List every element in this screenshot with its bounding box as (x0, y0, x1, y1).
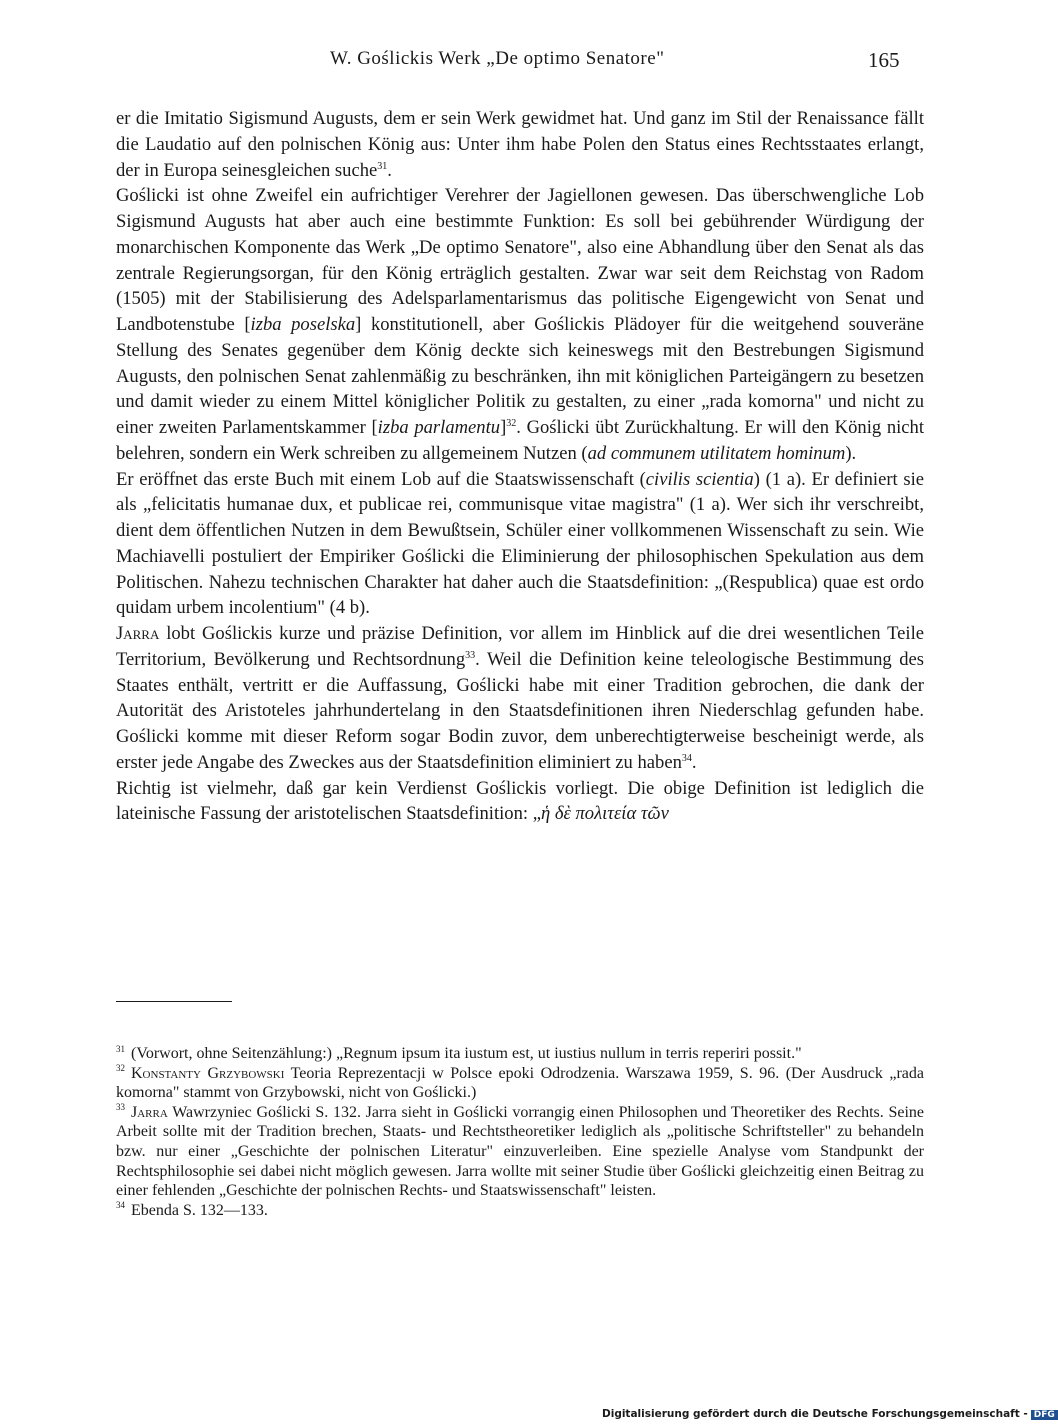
digitization-credit: Digitalisierung gefördert durch die Deutsche Forschungsgemeinschaft - DFG (602, 1408, 1058, 1420)
footnote-mark: 31 (116, 1043, 125, 1054)
footnote-ref[interactable]: 34 (681, 752, 692, 764)
running-title: W. Goślickis Werk „De optimo Senatore" (330, 48, 665, 69)
dfg-logo: DFG (1031, 1410, 1058, 1420)
paragraph: Goślicki ist ohne Zweifel ein aufrichtiger Verehrer der Jagiellonen gewesen. Das überschwengliche Lob Sigismund Augusts hat aber auch eine bestimmte Funktion: Es soll bei gebührender Würdigung der monarchischen Komponente das Werk „De optimo Senatore", also eine Abhandlung über den Senat als das zentrale Regierungsorgan, für den König erträglich gestalten. Zwar war seit dem Reichstag von Radom (1505) mit der Stabilisierung des Adelsparlamentarismus das politische Eigengewicht von Senat und Landbotenstube [izba poselska] konstitutionell, aber Goślickis Plädoyer für die weitgehend souveräne Stellung des Senates gegenüber dem König deckte sich keineswegs mit den Bestrebungen Sigismund Augusts, den polnischen Senat zahlenmäßig zu beschränken, ihn mit königlichen Parteigängern zu besetzen und damit wieder zu einem Mittel königlicher Politik zu gestalten, zu einer „rada komorna" und nicht zu einer zweiten Parlamentskammer [izba parlamentu]$^{32}$. Goślicki übt Zurückhaltung. Er will den König nicht belehren, sondern ein Werk schreiben zu allgemeinem Nutzen (ad communem utilitatem hominum). (116, 185, 924, 464)
footnote-ref[interactable]: 33 (465, 649, 476, 661)
footnote: $^{32}$ Konstanty Grzybowski Teoria Reprezentacji w Polsce epoki Odrodzenia. Warszawa 1959, S. 96. (Der Ausdruck „rada komorna" stammt von Grzybowski, nicht von Goślicki.) (116, 1063, 924, 1102)
footnotes (116, 1044, 924, 1220)
footnote: $^{33}$ Jarra Wawrzyniec Goślicki S. 132. Jarra sieht in Goślicki vorrangig einen Philosophen und Theoretiker des Rechts. Seine Arbeit sollte mit der Tradition brechen, Staats- und Rechtstheoretiker lediglich als „politische Schriftsteller" zu behandeln bzw. nur einer „Geschichte der polnischen Literatur" einzuverleiben. Eine spezielle Analyse vom Standpunkt der Rechtsphilosophie sei dabei nicht möglich gewesen. Jarra wollte mit seiner Studie über Goślicki gleichzeitig einen Beitrag zu einer fehlenden „Geschichte der polnischen Rechts- und Staatswissenschaft" leisten. (116, 1102, 924, 1200)
footnote: $^{31}$ (Vorwort, ohne Seitenzählung:) „Regnum ipsum ita iustum est, ut iustius nullum in terris reperiri possit." (116, 1043, 802, 1062)
footnote-ref[interactable]: 32 (506, 417, 517, 429)
footnote-mark: 34 (116, 1200, 125, 1211)
paragraph: Jarra lobt Goślickis kurze und präzise Definition, vor allem im Hinblick auf die drei wesentlichen Teile Territorium, Bevölkerung und Rechtsordnung$^{33}$. Weil die Definition keine teleologische Bestimmung des Staates enthält, vertritt er die Auffassung, Goślicki habe mit einer Tradition gebrochen, die dank der Autorität des Aristoteles jahrhundertelang in den Staatsdefinitionen ihren Niederschlag gefunden habe. Goślicki komme mit dieser Reform sogar Bodin zuvor, dem unberechtigterweise bescheinigt werde, als erster jede Angabe des Zweckes aus der Staatsdefinition eliminiert zu haben$^{34}$. (116, 623, 924, 773)
body-text (116, 106, 924, 827)
footnote: $^{34}$ Ebenda S. 132—133. (116, 1200, 268, 1219)
footnote-mark: 32 (116, 1063, 125, 1074)
paragraph: er die Imitatio Sigismund Augusts, dem er sein Werk gewidmet hat. Und ganz im Stil der Renaissance fällt die Laudatio auf den polnischen König aus: Unter ihm habe Polen den Status eines Rechtsstaates erlangt, der in Europa seinesgleichen suche$^{31}$. (116, 108, 924, 181)
paragraph: Richtig ist vielmehr, daß gar kein Verdienst Goślickis vorliegt. Die obige Definition ist lediglich die lateinische Fassung der aristotelischen Staatsdefinition: „ἡ δὲ πολιτεία τῶν (116, 777, 924, 825)
footnote-mark: 33 (116, 1102, 125, 1113)
paragraph: Er eröffnet das erste Buch mit einem Lob auf die Staatswissenschaft (civilis scientia) (1 a). Er definiert sie als „felicitatis humanae dux, et publicae rei, communisque vitae magistra" (1 a). Wer sich ihr verschreibt, dient dem öffentlichen Nutzen in dem Bewußtsein, Schüler einer vollkommenen Wissenschaft zu sein. Wie Machiavelli postuliert der Empiriker Goślicki die Eliminierung der philosophischen Spekulation aus dem Politischen. Nahezu technischen Charakter hat daher auch die Staatsdefinition: „(Respublica) quae est ordo quidam urbem incolentium" (4 b). (116, 468, 925, 619)
author-name: Jarra (116, 623, 160, 644)
page-number: 165 (868, 48, 900, 72)
footnote-ref[interactable]: 31 (377, 160, 388, 172)
footnote-divider (116, 1001, 232, 1002)
